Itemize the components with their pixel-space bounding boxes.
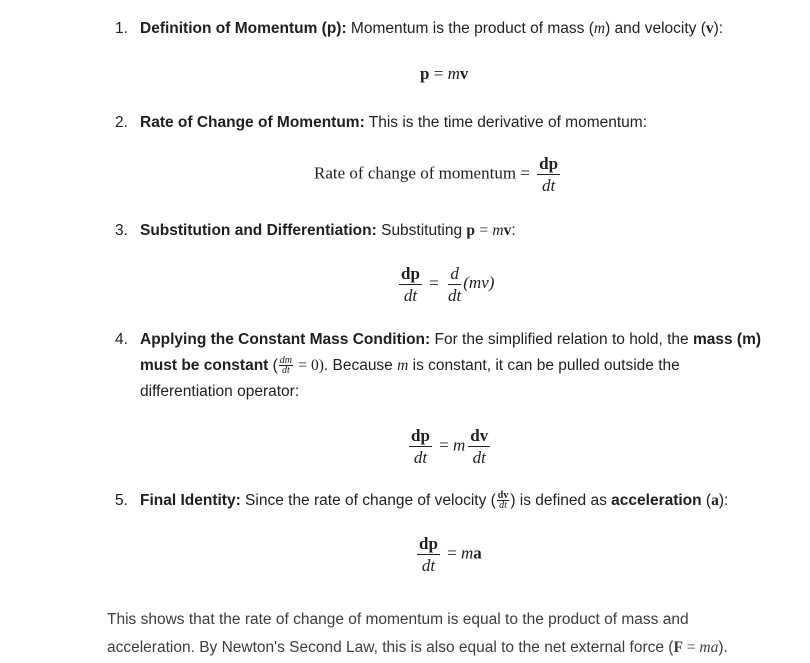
equation-3 xyxy=(396,264,494,305)
numerator: dp xyxy=(539,154,559,173)
step-text: ) and velocity ( xyxy=(605,20,706,37)
step-text: Momentum is the product of mass ( xyxy=(346,20,594,37)
step-text: is constant, it can be pulled outside the xyxy=(408,357,680,374)
step-title: Final Identity: xyxy=(140,492,241,509)
math-formula: F = ma xyxy=(673,639,719,656)
math-m: m xyxy=(593,20,606,37)
step-text: Since the rate of change of velocity ( xyxy=(240,492,496,509)
step-text: ): xyxy=(718,492,729,509)
bold-text: acceleration xyxy=(611,492,702,509)
step-text: This is the time derivative of momentum: xyxy=(364,114,648,131)
math-op: = xyxy=(520,163,530,183)
math-m: m xyxy=(447,64,460,83)
math-op: = xyxy=(433,64,444,83)
bold-text: mass (m) xyxy=(692,331,762,348)
numerator: dp xyxy=(401,264,420,283)
denominator: dt xyxy=(413,448,428,467)
numerator: dp xyxy=(419,534,438,553)
math-op: = xyxy=(479,222,489,239)
step-number: 2. xyxy=(115,114,128,131)
step-text: ): xyxy=(713,20,724,37)
equation-2 xyxy=(314,154,563,195)
math-op: = xyxy=(429,273,439,293)
step-number: 3. xyxy=(115,222,128,239)
math-v: v xyxy=(705,20,714,37)
inline-fraction xyxy=(279,356,293,375)
denominator: dt xyxy=(421,556,436,575)
step-number: 5. xyxy=(115,492,128,509)
step-number: 1. xyxy=(115,20,128,37)
denominator: dt xyxy=(542,176,556,195)
equation-1 xyxy=(420,64,468,84)
conclusion-paragraph xyxy=(107,606,767,662)
step-4: 4. Applying the Constant Mass Condition: For the simplified relation to hold, the mass (m) must be constant ( $\frac{dm}{dt}$ = 0). Because m is constant, it can be pulled outside the differentiation operator: xyxy=(115,327,775,405)
step-text: For the simplified relation to hold, the xyxy=(430,331,693,348)
denominator: dt xyxy=(472,448,486,467)
step-title: Substitution and Differentiation: xyxy=(140,222,377,239)
denominator: dt xyxy=(499,500,507,512)
math-p: p xyxy=(466,222,476,239)
math-op: = ma xyxy=(447,543,482,563)
math-m: m xyxy=(492,222,504,239)
step-title: Rate of Change of Momentum: xyxy=(140,114,365,131)
step-title: Definition of Momentum (p): xyxy=(140,20,347,37)
step-text: . Because xyxy=(323,357,398,374)
numerator: dv xyxy=(470,426,489,445)
bold-text: must be constant xyxy=(140,357,269,374)
math-p: p xyxy=(420,64,430,83)
math-v: v xyxy=(459,64,469,83)
step-1 xyxy=(115,16,723,42)
fraction xyxy=(468,426,490,467)
denominator: dt xyxy=(403,286,418,305)
step-text: Substituting xyxy=(376,222,467,239)
numerator: dm xyxy=(279,355,293,367)
math-v: v xyxy=(503,222,512,239)
conclusion-end: ). xyxy=(718,639,728,656)
fraction xyxy=(399,264,422,305)
fraction xyxy=(537,154,560,195)
step-5 xyxy=(115,488,728,514)
numerator: d xyxy=(450,264,459,283)
step-text: : xyxy=(511,222,516,239)
numerator: dv xyxy=(497,490,509,502)
math-paren: (mv) xyxy=(463,273,495,293)
denominator: dt xyxy=(448,286,462,305)
step-title: Applying the Constant Mass Condition: xyxy=(140,331,431,348)
math-label: Rate of change of momentum xyxy=(314,163,517,183)
conclusion-text: This shows that the rate of change of momentum is equal to the product of mass and acceleration. By Newton's Second Law, this is also equal to the net external force ( xyxy=(107,611,689,656)
inline-fraction xyxy=(497,491,510,510)
equation-4 xyxy=(406,426,493,467)
step-2 xyxy=(115,110,647,136)
numerator: dp xyxy=(411,426,430,445)
math-m: m xyxy=(397,357,409,374)
fraction xyxy=(417,534,440,575)
fraction xyxy=(409,426,432,467)
fraction xyxy=(446,264,463,305)
step-number: 4. xyxy=(115,331,128,348)
math-op: = m xyxy=(439,435,466,455)
math-rest: = 0) xyxy=(298,357,324,374)
equation-5 xyxy=(414,534,482,575)
step-3 xyxy=(115,218,516,244)
step-text: ( xyxy=(701,492,712,509)
math-a: a xyxy=(711,492,719,509)
step-text: differentiation operator: xyxy=(140,383,300,400)
step-text: ) is defined as xyxy=(510,492,612,509)
denominator: dt xyxy=(282,365,290,377)
